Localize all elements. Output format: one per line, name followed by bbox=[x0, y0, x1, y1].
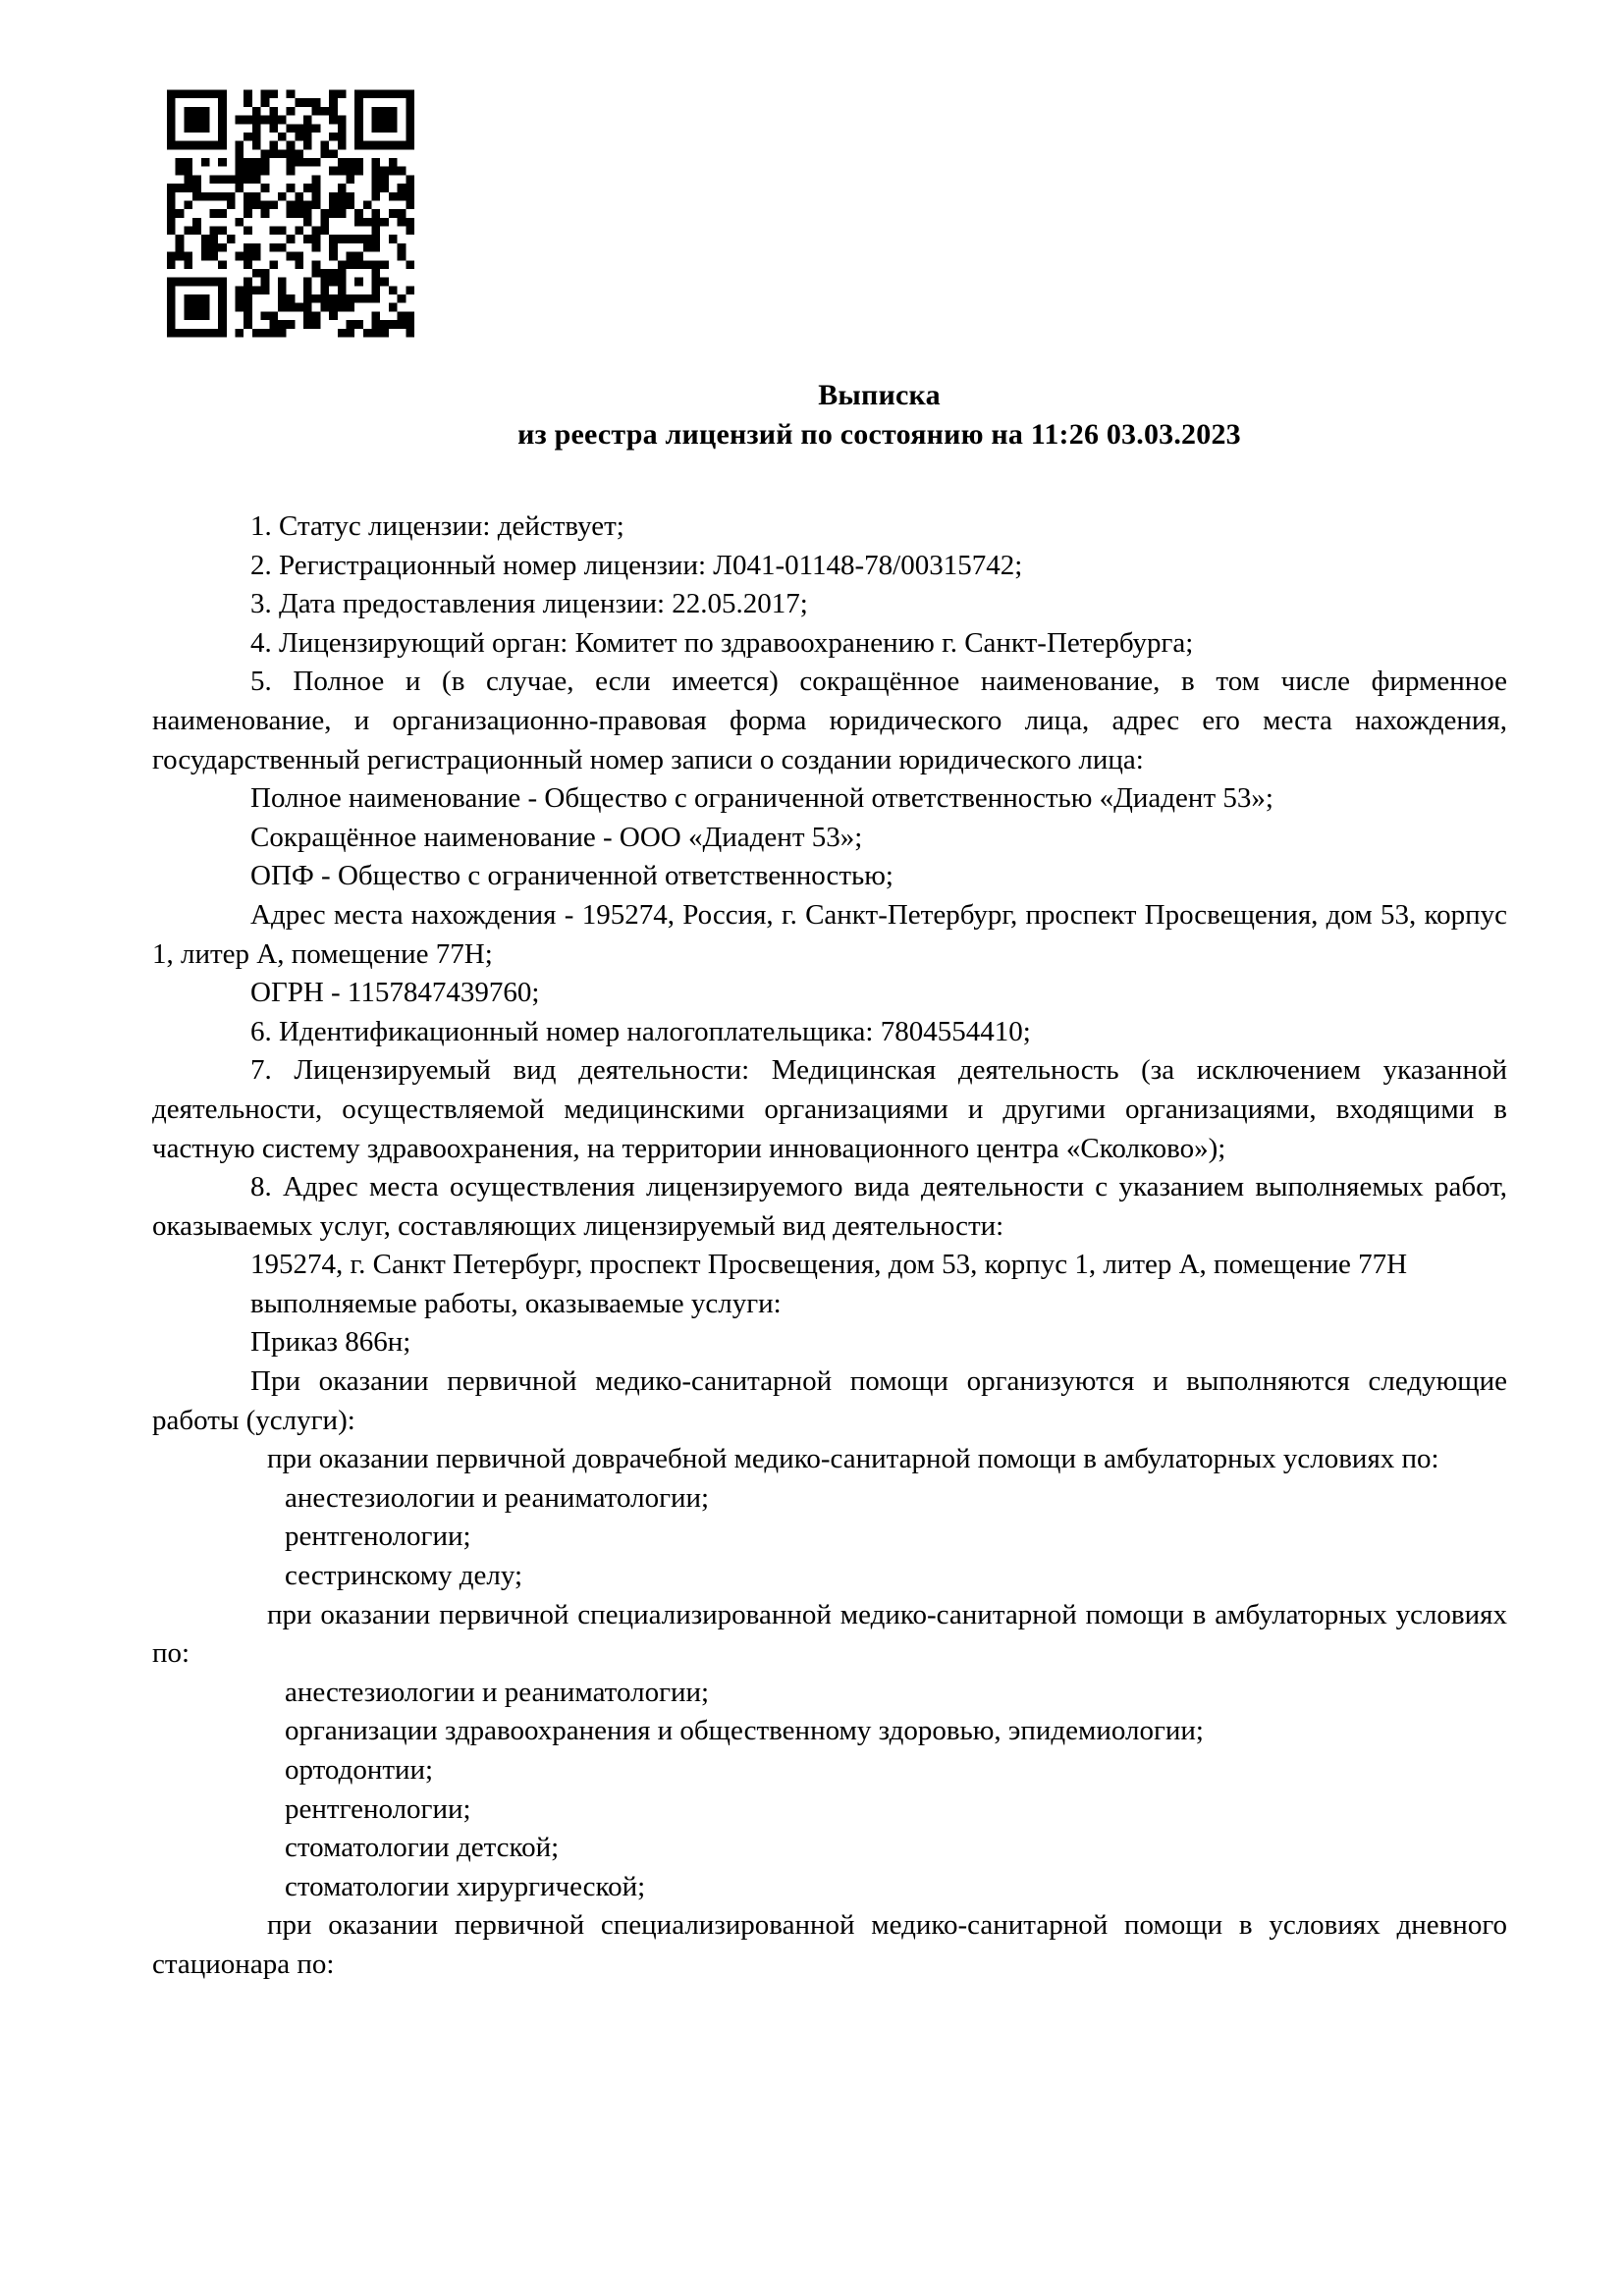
paragraph: Адрес места нахождения - 195274, Россия, г. Санкт-Петербург, проспект Просвещения, дом 53, корпус 1, литер А, помещение 77Н; bbox=[152, 898, 1507, 970]
paragraph: Сокращённое наименование - ООО «Диадент 53»; bbox=[250, 821, 863, 853]
paragraph: 2. Регистрационный номер лицензии: Л041-01148-78/00315742; bbox=[250, 549, 1023, 581]
paragraph: рентгенологии; bbox=[285, 1521, 471, 1553]
paragraph: 5. Полное и (в случае, если имеется) сокращённое наименование, в том числе фирменное наименование, и организационно-правовая форма юридического лица, адрес его места нахождения, государственный регистрационный номер записи о создании юридического лица: bbox=[152, 666, 1507, 775]
paragraph: анестезиологии и реаниматологии; bbox=[285, 1481, 710, 1514]
paragraph: 3. Дата предоставления лицензии: 22.05.2017; bbox=[250, 588, 808, 620]
document-body bbox=[152, 507, 1507, 1985]
paragraph: при оказании первичной доврачебной медико-санитарной помощи в амбулаторных условиях по: bbox=[267, 1443, 1439, 1475]
paragraph: Приказ 866н; bbox=[250, 1326, 411, 1359]
paragraph: организации здравоохранения и общественному здоровью, эпидемиологии; bbox=[285, 1715, 1204, 1747]
paragraph: 195274, г. Санкт Петербург, проспект Просвещения, дом 53, корпус 1, литер А, помещение 77Н bbox=[250, 1249, 1408, 1281]
paragraph: при оказании первичной специализированной медико-санитарной помощи в амбулаторных условиях по: bbox=[152, 1598, 1507, 1670]
qr-code bbox=[167, 88, 414, 339]
paragraph: ОГРН - 1157847439760; bbox=[250, 977, 540, 1009]
paragraph: ортодонтии; bbox=[285, 1754, 434, 1786]
paragraph: 1. Статус лицензии: действует; bbox=[250, 510, 624, 542]
title-line-1: Выписка bbox=[818, 379, 941, 411]
paragraph: ОПФ - Общество с ограниченной ответственностью; bbox=[250, 860, 893, 892]
paragraph: стоматологии хирургической; bbox=[285, 1870, 646, 1902]
paragraph: 6. Идентификационный номер налогоплательщика: 7804554410; bbox=[250, 1015, 1031, 1047]
paragraph: 7. Лицензируемый вид деятельности: Медицинская деятельность (за исключением указанной деятельности, осуществляемой медицинскими организациями и другими организациями, входящими в частную систему здравоохранения, на территории инновационного центра «Сколково»); bbox=[152, 1054, 1507, 1164]
title-line-2: из реестра лицензий по состоянию на 11:26 03.03.2023 bbox=[517, 418, 1241, 451]
document-title bbox=[154, 376, 1604, 454]
paragraph: сестринскому делу; bbox=[285, 1560, 523, 1592]
paragraph: анестезиологии и реаниматологии; bbox=[285, 1676, 710, 1708]
paragraph: 8. Адрес места осуществления лицензируемого вида деятельности с указанием выполняемых работ, оказываемых услуг, составляющих лицензируемый вид деятельности: bbox=[152, 1171, 1507, 1242]
paragraph: При оказании первичной медико-санитарной помощи организуются и выполняются следующие работы (услуги): bbox=[152, 1365, 1507, 1436]
paragraph: выполняемые работы, оказываемые услуги: bbox=[250, 1287, 782, 1319]
paragraph: 4. Лицензирующий орган: Комитет по здравоохранению г. Санкт-Петербурга; bbox=[250, 626, 1194, 659]
paragraph: стоматологии детской; bbox=[285, 1832, 560, 1864]
paragraph: Полное наименование - Общество с ограниченной ответственностью «Диадент 53»; bbox=[250, 782, 1273, 815]
paragraph: при оказании первичной специализированной медико-санитарной помощи в условиях дневного стационара по: bbox=[152, 1909, 1507, 1980]
paragraph: рентгенологии; bbox=[285, 1792, 471, 1825]
